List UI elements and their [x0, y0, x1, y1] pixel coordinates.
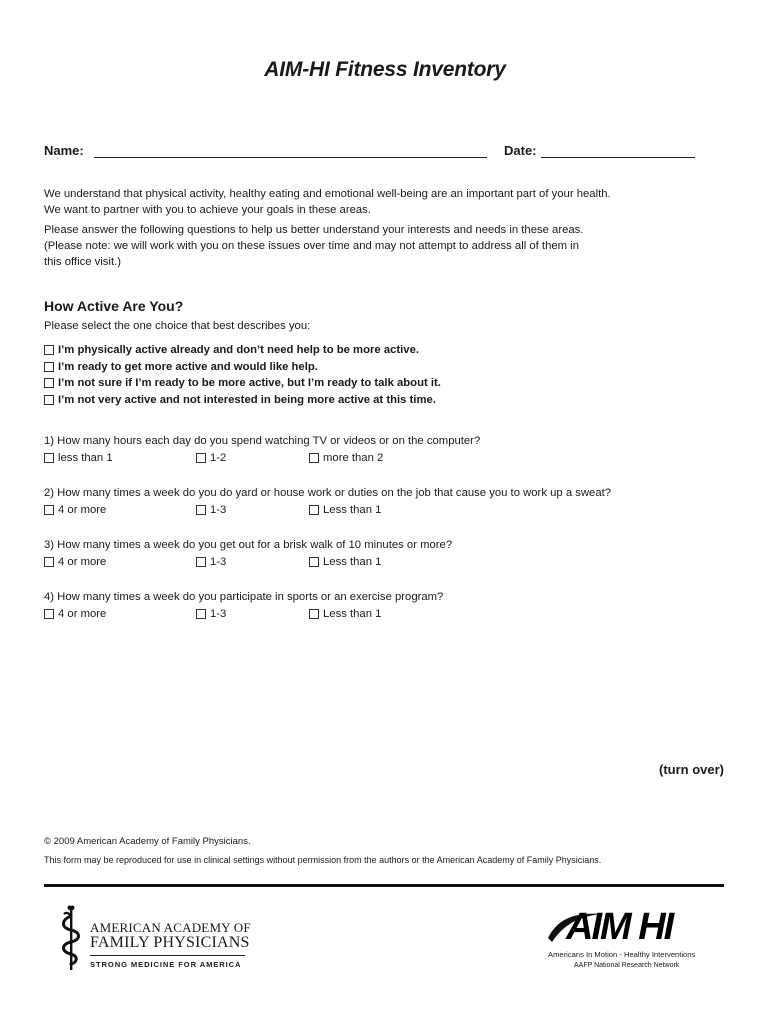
aafp-name-line2: FAMILY PHYSICIANS: [90, 934, 250, 951]
option[interactable]: [44, 608, 106, 620]
aafp-name-line1: AMERICAN ACADEMY OF: [90, 920, 251, 935]
checkbox[interactable]: [309, 557, 319, 567]
option-label: 4 or more: [58, 556, 107, 568]
date-label: Date:: [504, 143, 537, 158]
aimhi-wordmark: AIM HI: [566, 906, 673, 948]
question-3-options: [44, 556, 724, 572]
checkbox[interactable]: [44, 505, 54, 515]
checkbox[interactable]: [309, 609, 319, 619]
question-2: 2) How many times a week do you do yard or house work or duties on the job that cause you to work up a sweat?: [44, 487, 612, 499]
activity-choices: [44, 342, 441, 408]
intro-line: We understand that physical activity, healthy eating and emotional well-being are an important part of your health.: [44, 188, 611, 200]
caduceus-icon: [58, 902, 84, 974]
checkbox[interactable]: [44, 609, 54, 619]
option-label: 4 or more: [58, 608, 107, 620]
aimhi-logo: [546, 906, 726, 976]
option-label: 1-3: [210, 504, 227, 516]
turn-over-note: (turn over): [659, 762, 724, 777]
date-field[interactable]: [541, 157, 695, 158]
aimhi-network: AAFP National Research Network: [574, 962, 680, 969]
option[interactable]: [309, 504, 381, 516]
aafp-tagline: STRONG MEDICINE FOR AMERICA: [90, 960, 242, 969]
footer-divider: [44, 884, 724, 887]
option-label: 1-2: [210, 452, 227, 464]
option-label: Less than 1: [323, 504, 382, 516]
option-label: more than 2: [323, 452, 384, 464]
aafp-logo: [58, 902, 258, 974]
checkbox[interactable]: [309, 505, 319, 515]
intro-paragraph-2: [44, 222, 724, 270]
aafp-divider: [90, 955, 245, 956]
checkbox[interactable]: [44, 395, 54, 405]
choice-label: I’m not sure if I’m ready to be more active, but I’m ready to talk about it.: [58, 377, 441, 389]
question-2-options: [44, 504, 724, 520]
question-4-options: [44, 608, 724, 624]
checkbox[interactable]: [44, 362, 54, 372]
option[interactable]: [44, 504, 106, 516]
checkbox[interactable]: [44, 557, 54, 567]
option[interactable]: [196, 504, 226, 516]
intro-line: Please answer the following questions to help us better understand your interests and needs in these areas.: [44, 224, 584, 236]
option-label: Less than 1: [323, 556, 382, 568]
choice-option[interactable]: [44, 359, 441, 376]
reproduction-notice: This form may be reproduced for use in clinical settings without permission from the authors or the American Academy of Family Physicians.: [44, 855, 602, 865]
checkbox[interactable]: [44, 378, 54, 388]
aimhi-subtitle: Americans In Motion - Healthy Interventions: [548, 950, 696, 959]
option[interactable]: [309, 608, 381, 620]
choice-option[interactable]: [44, 392, 441, 409]
choice-label: I’m ready to get more active and would like help.: [58, 360, 318, 373]
option[interactable]: [309, 556, 381, 568]
checkbox[interactable]: [196, 557, 206, 567]
question-4: 4) How many times a week do you participate in sports or an exercise program?: [44, 591, 444, 603]
question-1-options: [44, 452, 724, 468]
option-label: 1-3: [210, 556, 227, 568]
checkbox[interactable]: [196, 609, 206, 619]
name-label: Name:: [44, 143, 84, 158]
choice-option[interactable]: [44, 375, 441, 392]
intro-line: this office visit.): [44, 256, 122, 268]
option[interactable]: [309, 452, 383, 464]
form-title: AIM-HI Fitness Inventory: [264, 58, 506, 81]
option-label: 1-3: [210, 608, 227, 620]
checkbox[interactable]: [44, 345, 54, 355]
option[interactable]: [44, 452, 113, 464]
choice-label: I’m physically active already and don’t need help to be more active.: [58, 344, 419, 356]
section-heading: How Active Are You?: [44, 298, 184, 314]
name-field[interactable]: [94, 157, 487, 158]
checkbox[interactable]: [44, 453, 54, 463]
question-3: 3) How many times a week do you get out for a brisk walk of 10 minutes or more?: [44, 539, 453, 551]
option-label: Less than 1: [323, 608, 382, 620]
question-1: 1) How many hours each day do you spend watching TV or videos or on the computer?: [44, 435, 481, 447]
section-instruction: Please select the one choice that best describes you:: [44, 320, 311, 332]
copyright-text: © 2009 American Academy of Family Physicians.: [44, 836, 251, 847]
intro-line: We want to partner with you to achieve your goals in these areas.: [44, 204, 371, 216]
checkbox[interactable]: [196, 453, 206, 463]
choice-label: I’m not very active and not interested in being more active at this time.: [58, 393, 436, 406]
option[interactable]: [44, 556, 106, 568]
checkbox[interactable]: [309, 453, 319, 463]
intro-line: (Please note: we will work with you on these issues over time and may not attempt to address all of them in: [44, 240, 579, 252]
option[interactable]: [196, 452, 226, 464]
intro-paragraph-1: [44, 186, 724, 218]
option[interactable]: [196, 556, 226, 568]
option[interactable]: [196, 608, 226, 620]
option-label: less than 1: [58, 452, 113, 464]
option-label: 4 or more: [58, 504, 107, 516]
checkbox[interactable]: [196, 505, 206, 515]
choice-option[interactable]: [44, 342, 441, 359]
